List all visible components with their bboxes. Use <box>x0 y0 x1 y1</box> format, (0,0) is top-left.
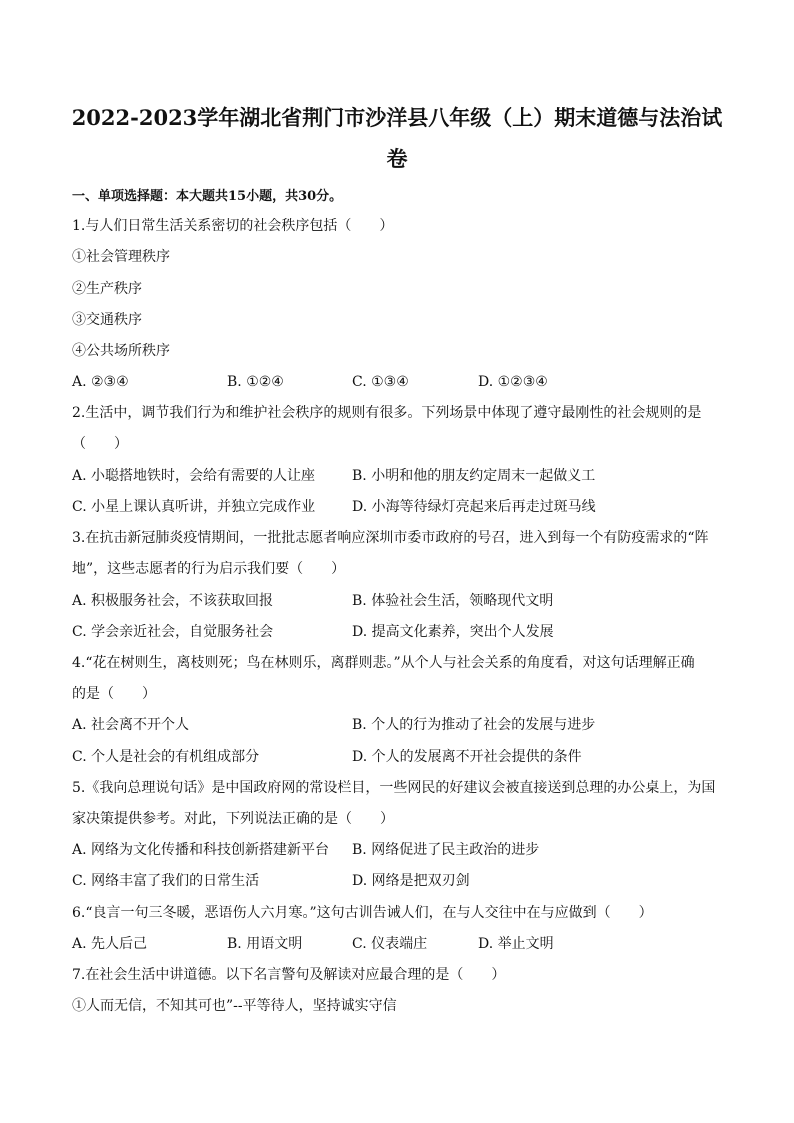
question-1-option-c: C. ①③④ <box>352 374 409 390</box>
question-2-option-a: A. 小聪搭地铁时，会给有需要的人让座 <box>72 468 316 484</box>
question-3-option-b: B. 体验社会生活，领略现代文明 <box>352 593 554 609</box>
question-1-item: ③交通秩序 <box>72 312 142 328</box>
exam-title-line1: 2022-2023学年湖北省荆门市沙洋县八年级（上）期末道德与法治试 <box>71 105 723 130</box>
question-2-option-b: B. 小明和他的朋友约定周末一起做义工 <box>352 468 596 484</box>
question-6-option-c: C. 仪表端庄 <box>352 936 428 952</box>
question-5-option-c: C. 网络丰富了我们的日常生活 <box>72 873 260 889</box>
question-5-option-b: B. 网络促进了民主政治的进步 <box>352 842 540 858</box>
question-4-stem: 4.“花在树则生，离枝则死；鸟在林则乐，离群则悲。”从个人与社会关系的角度看，对这句话理解正确 <box>72 655 695 671</box>
question-4-option-a: A. 社会离不开个人 <box>72 717 190 733</box>
question-3-option-c: C. 学会亲近社会，自觉服务社会 <box>72 624 274 640</box>
question-7-stem: 7.在社会生活中讲道德。以下名言警句及解读对应最合理的是（ ） <box>72 967 506 983</box>
question-5-option-d: D. 网络是把双刃剑 <box>352 873 470 889</box>
exam-title-line2: 卷 <box>386 146 408 171</box>
question-1-item: ②生产秩序 <box>72 281 142 297</box>
question-5-stem: 5.《我向总理说句话》是中国政府网的常设栏目，一些网民的好建议会被直接送到总理的办公桌上，为国 <box>72 780 716 796</box>
question-2-stem-cont: （ ） <box>72 436 128 452</box>
question-4-stem-cont: 的是（ ） <box>72 686 156 702</box>
question-3-option-a: A. 积极服务社会，不该获取回报 <box>72 593 274 609</box>
section-heading: 一、单项选择题：本大题共15小题，共30分。 <box>72 189 343 204</box>
question-1-option-b: B. ①②④ <box>227 374 284 390</box>
question-6-option-b: B. 用语文明 <box>227 936 303 952</box>
question-2-option-d: D. 小海等待绿灯亮起来后再走过斑马线 <box>352 499 596 515</box>
question-1-option-a: A. ②③④ <box>72 374 129 390</box>
question-6-stem: 6.“良言一句三冬暖，恶语伤人六月寒。”这句古训告诫人们，在与人交往中在与应做到（ ） <box>72 905 653 921</box>
question-2-option-c: C. 小星上课认真听讲，并独立完成作业 <box>72 499 316 515</box>
question-3-stem: 3.在抗击新冠肺炎疫情期间，一批批志愿者响应深圳市委市政府的号召，进入到每一个有防疫需求的“阵 <box>72 530 709 546</box>
question-3-option-d: D. 提高文化素养，突出个人发展 <box>352 624 554 640</box>
question-1-stem: 1.与人们日常生活关系密切的社会秩序包括（ ） <box>72 218 394 234</box>
question-1-item: ①社会管理秩序 <box>72 249 170 265</box>
question-6-option-a: A. 先人后己 <box>72 936 148 952</box>
question-1-item: ④公共场所秩序 <box>72 343 170 359</box>
question-4-option-b: B. 个人的行为推动了社会的发展与进步 <box>352 717 596 733</box>
question-3-stem-cont: 地”，这些志愿者的行为启示我们要（ ） <box>72 561 346 577</box>
question-7-item: ①人而无信，不知其可也”--平等待人，坚持诚实守信 <box>72 998 397 1014</box>
question-5-stem-cont: 家决策提供参考。对此，下列说法正确的是（ ） <box>72 811 394 827</box>
question-6-option-d: D. 举止文明 <box>478 936 554 952</box>
question-1-option-d: D. ①②③④ <box>478 374 548 390</box>
question-2-stem: 2.生活中，调节我们行为和维护社会秩序的规则有很多。下列场景中体现了遵守最刚性的社会规则的是 <box>72 405 702 421</box>
question-5-option-a: A. 网络为文化传播和科技创新搭建新平台 <box>72 842 330 858</box>
question-4-option-d: D. 个人的发展离不开社会提供的条件 <box>352 749 582 765</box>
question-4-option-c: C. 个人是社会的有机组成部分 <box>72 749 260 765</box>
